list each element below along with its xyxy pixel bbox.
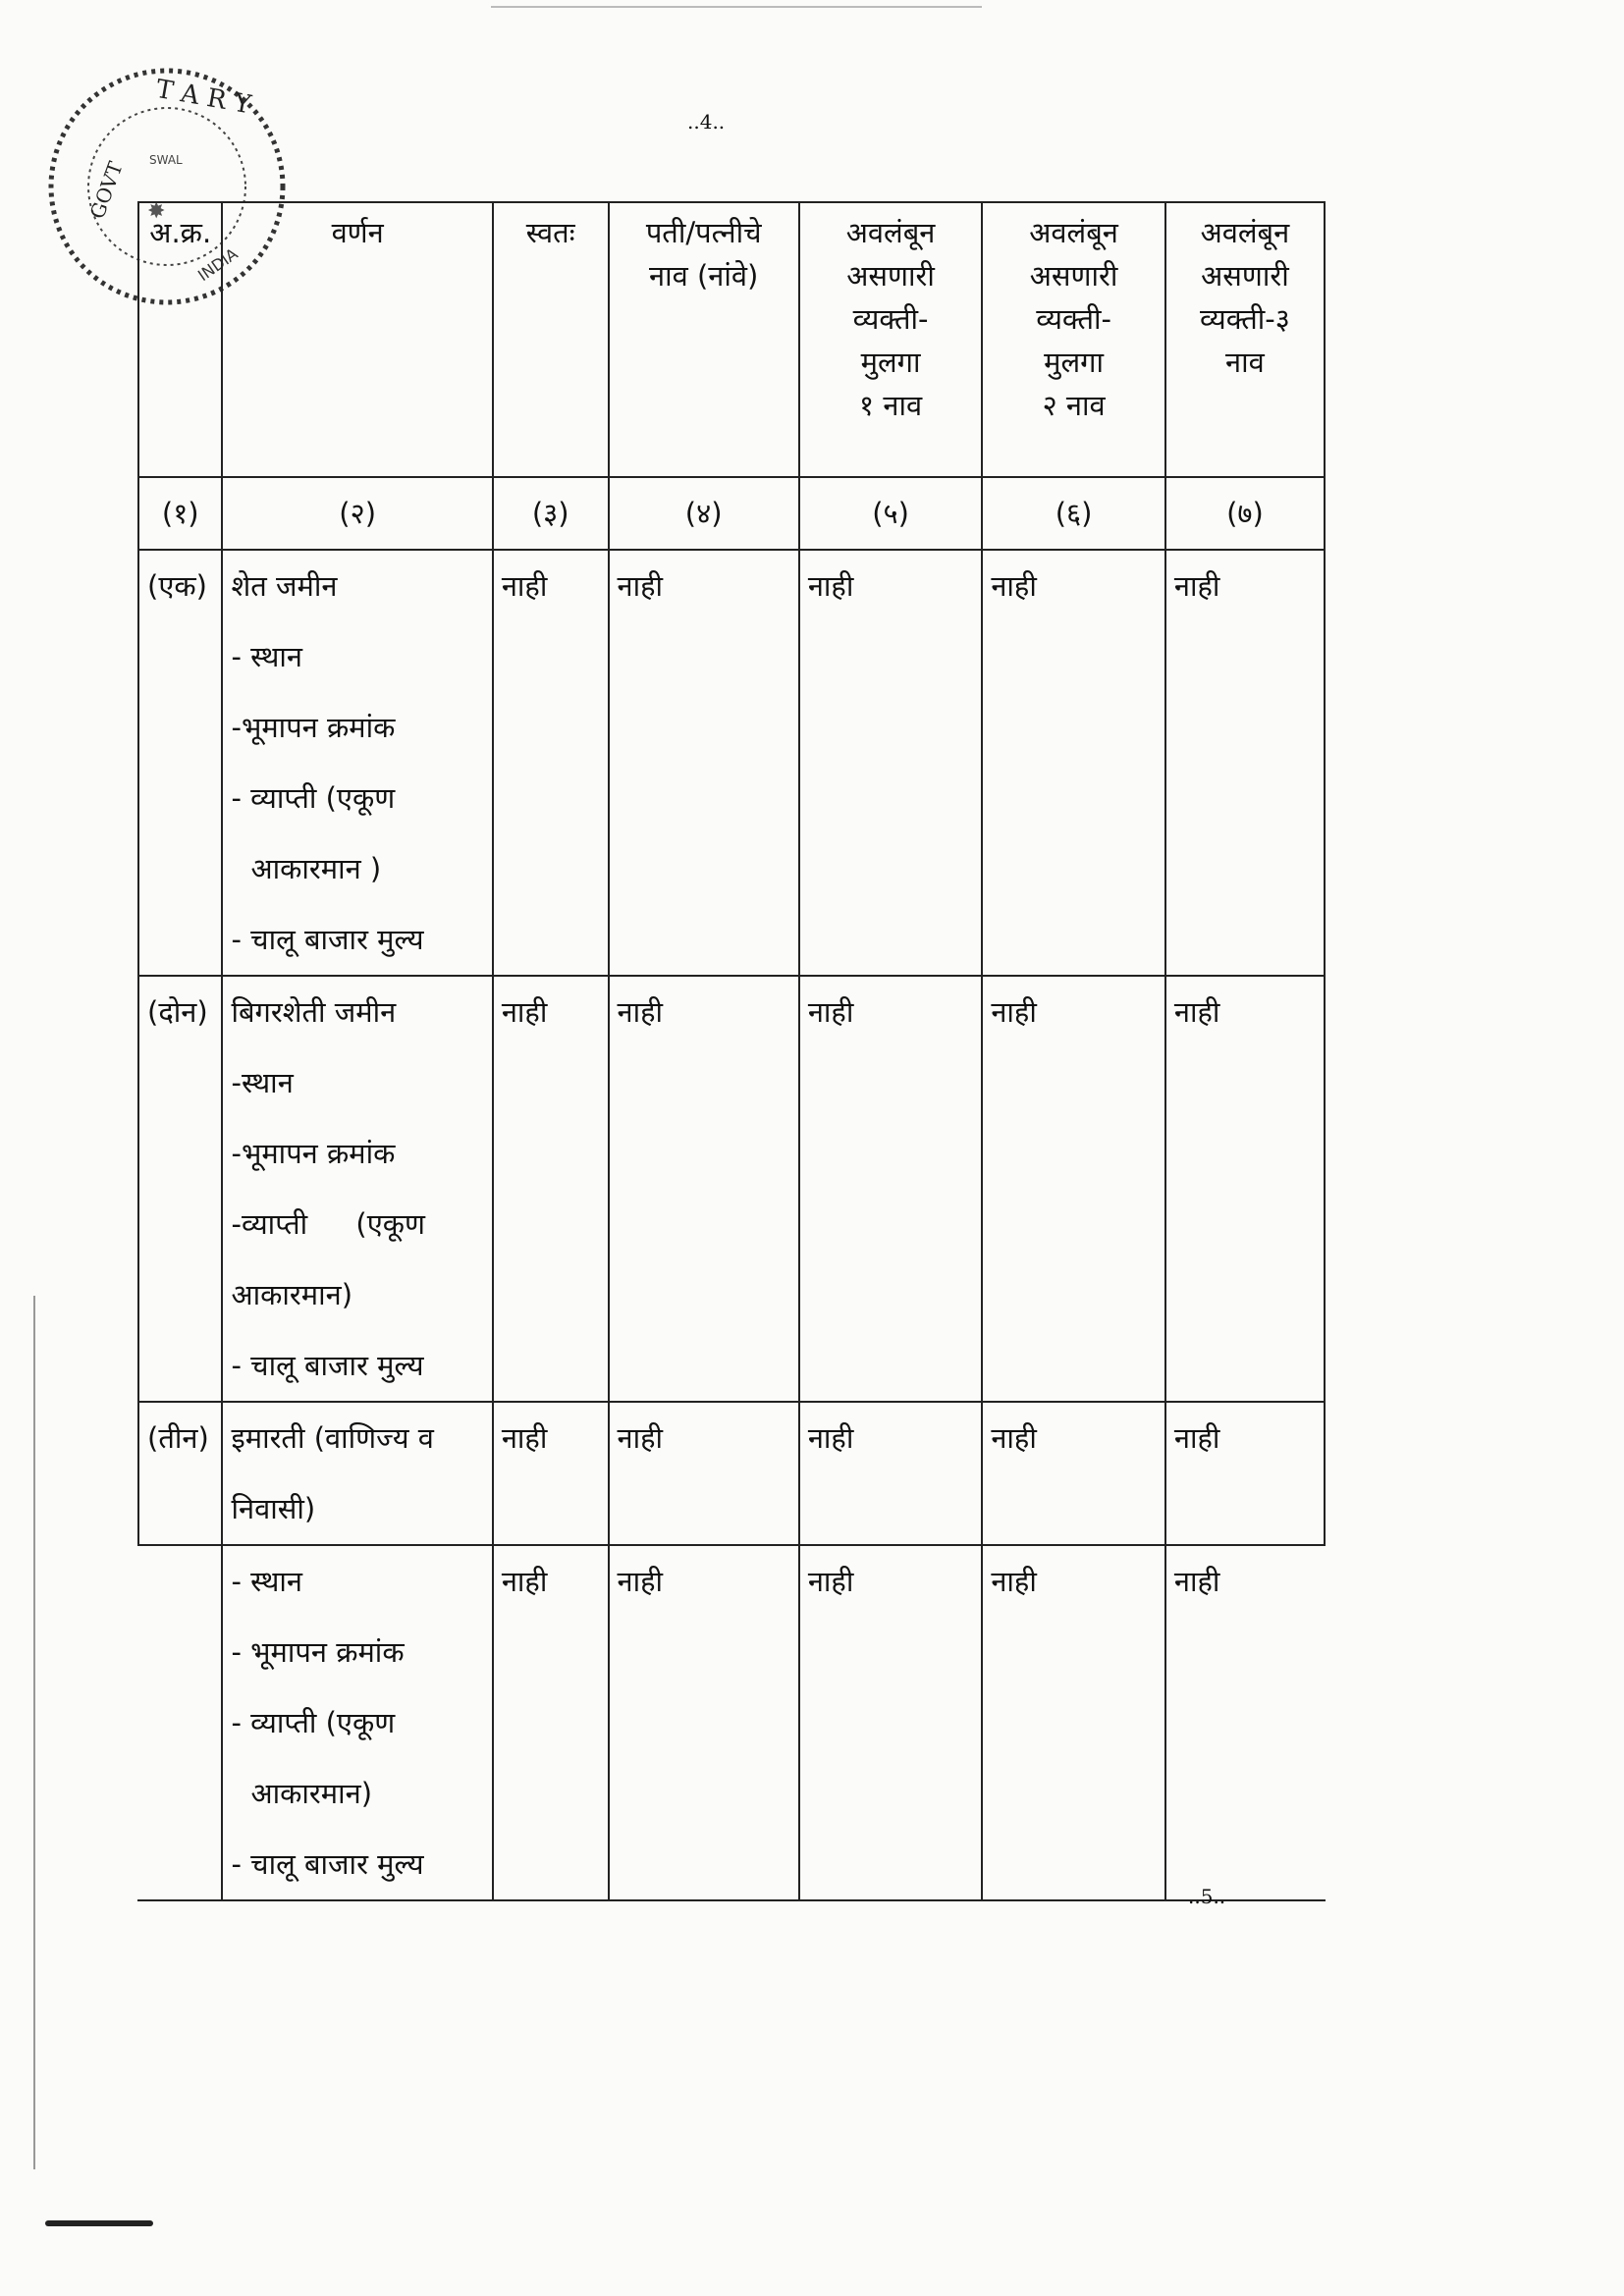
- page-number-top: ..4..: [687, 110, 726, 133]
- value-spouse: नाही: [609, 550, 799, 976]
- header-spouse: पती/पत्नीचे नाव (नांवे): [609, 202, 799, 477]
- svg-text:INDIA: INDIA: [194, 243, 242, 286]
- value-dependent-1: नाही: [799, 976, 983, 1402]
- value-dependent-1: नाही: [799, 1402, 983, 1545]
- scan-artifact-left-margin: [33, 1296, 35, 2169]
- svg-text:SWAL: SWAL: [149, 153, 183, 167]
- value-spouse: नाही: [609, 976, 799, 1402]
- value-self: नाही: [493, 1545, 609, 1900]
- value-self: नाही: [493, 976, 609, 1402]
- row-serial: (दोन): [138, 976, 222, 1402]
- header-serial: अ.क्र.: [138, 202, 222, 477]
- table-row-agricultural-land: [138, 550, 1325, 976]
- column-number: (३): [493, 477, 609, 550]
- header-dependent-1: अवलंबून असणारी व्यक्ती- मुलगा १ नाव: [799, 202, 983, 477]
- value-self: नाही: [493, 1402, 609, 1545]
- table-row-building-details: [138, 1545, 1325, 1900]
- table-row-non-agricultural-land: [138, 976, 1325, 1402]
- value-dependent-2: नाही: [982, 1545, 1165, 1900]
- column-number: (६): [982, 477, 1165, 550]
- svg-text:GOVT: GOVT: [84, 158, 128, 222]
- value-spouse: नाही: [609, 1545, 799, 1900]
- value-dependent-3: नाही: [1165, 976, 1325, 1402]
- column-number: (२): [222, 477, 492, 550]
- assets-declaration-table: [137, 201, 1326, 1901]
- scan-artifact-top-edge: [491, 6, 982, 8]
- header-description: वर्णन: [222, 202, 492, 477]
- table-header-row: [138, 202, 1325, 477]
- svg-text:T A R Y: T A R Y: [153, 74, 253, 121]
- column-number: (७): [1165, 477, 1325, 550]
- row-description: - स्थान - भूमापन क्रमांक - व्याप्ती (एकूण आकारमान) - चालू बाजार मुल्य: [222, 1545, 492, 1900]
- value-dependent-1: नाही: [799, 550, 983, 976]
- page-number-bottom: ..5..: [1188, 1885, 1226, 1908]
- value-dependent-1: नाही: [799, 1545, 983, 1900]
- value-dependent-2: नाही: [982, 1402, 1165, 1545]
- value-dependent-2: नाही: [982, 976, 1165, 1402]
- header-dependent-2: अवलंबून असणारी व्यक्ती- मुलगा २ नाव: [982, 202, 1165, 477]
- row-description: इमारती (वाणिज्य व निवासी): [222, 1402, 492, 1545]
- row-description: बिगरशेती जमीन -स्थान -भूमापन क्रमांक -व्याप्ती (एकूण आकारमान) - चालू बाजार मुल्य: [222, 976, 492, 1402]
- column-number-row: [138, 477, 1325, 550]
- row-serial: (एक): [138, 550, 222, 976]
- svg-text:✸: ✸: [147, 199, 166, 224]
- header-self: स्वतः: [493, 202, 609, 477]
- header-dependent-3: अवलंबून असणारी व्यक्ती-३ नाव: [1165, 202, 1325, 477]
- column-number: (१): [138, 477, 222, 550]
- value-dependent-2: नाही: [982, 550, 1165, 976]
- scan-artifact-bottom-left: [45, 2220, 153, 2226]
- value-self: नाही: [493, 550, 609, 976]
- value-dependent-3: नाही: [1165, 550, 1325, 976]
- column-number: (५): [799, 477, 983, 550]
- value-dependent-3: नाही: [1165, 1545, 1325, 1900]
- row-description: शेत जमीन - स्थान -भूमापन क्रमांक - व्याप्ती (एकूण आकारमान ) - चालू बाजार मुल्य: [222, 550, 492, 976]
- value-spouse: नाही: [609, 1402, 799, 1545]
- table-row-buildings: [138, 1402, 1325, 1545]
- value-dependent-3: नाही: [1165, 1402, 1325, 1545]
- column-number: (४): [609, 477, 799, 550]
- row-serial: (तीन): [138, 1402, 222, 1545]
- row-serial: [138, 1545, 222, 1900]
